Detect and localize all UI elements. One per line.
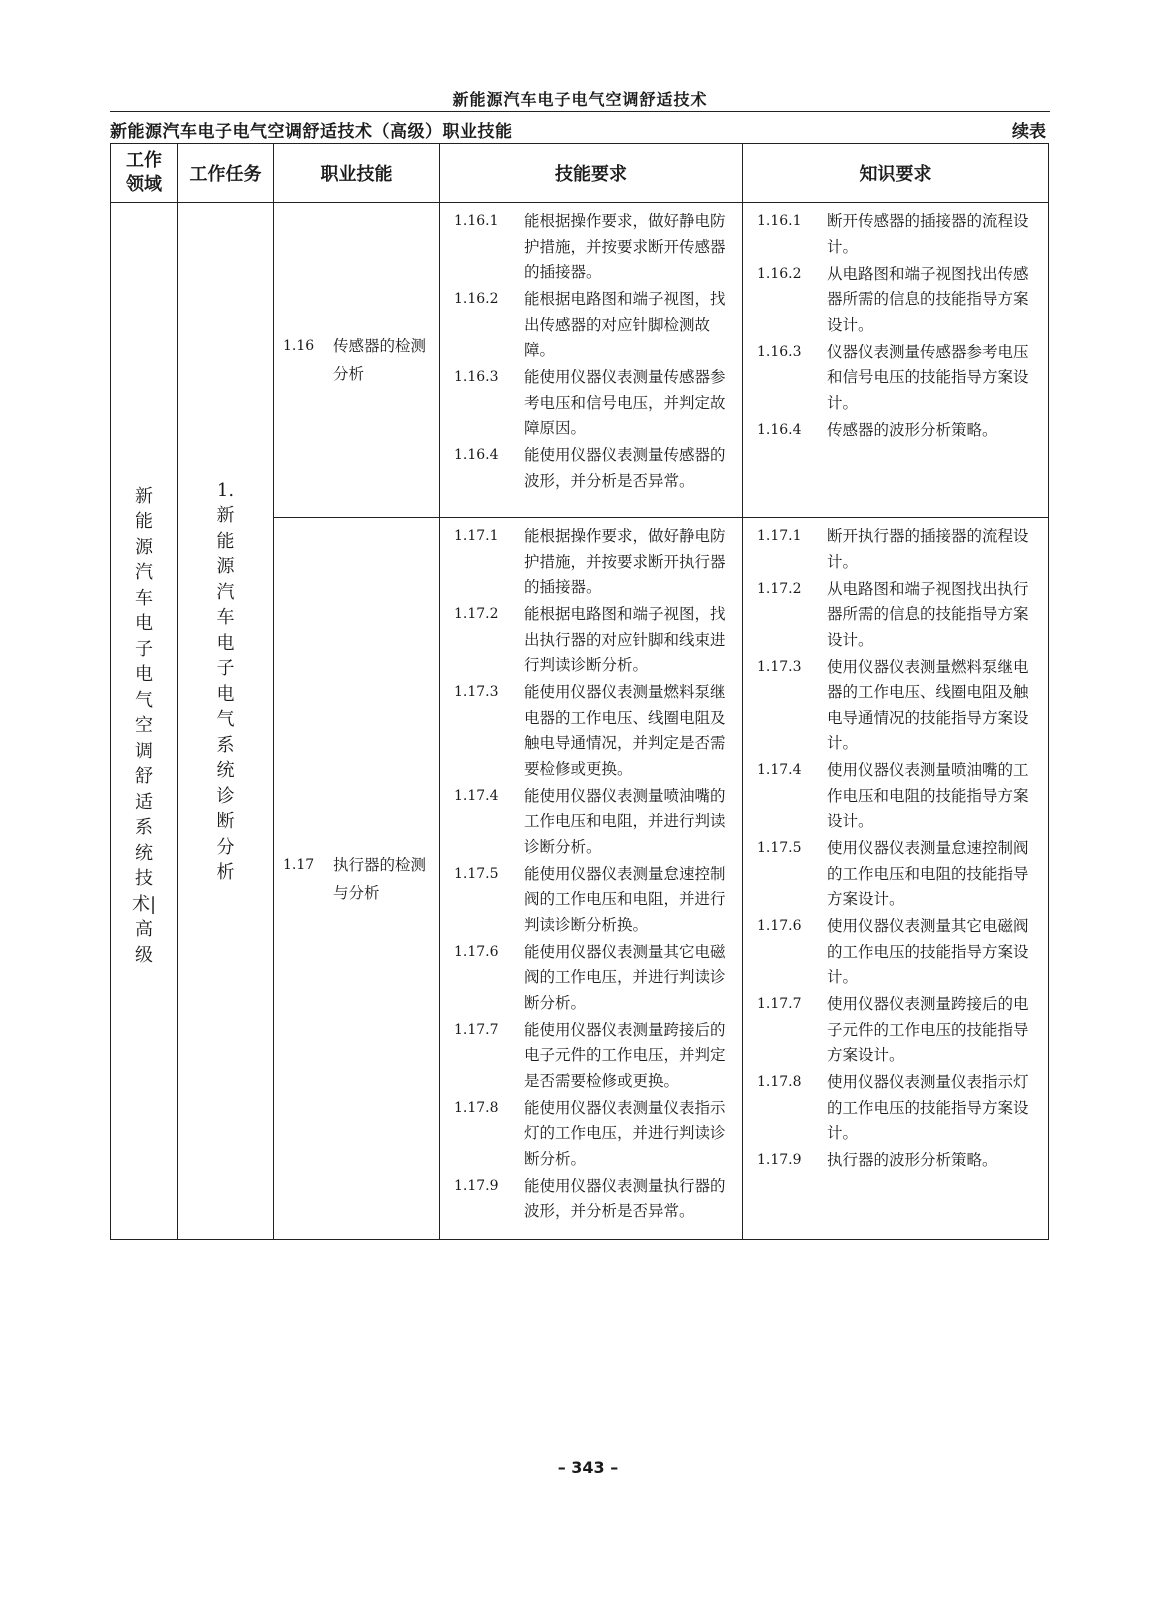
work-domain-text: 新能源汽车电子电气空调舒适系统技术|高级 <box>131 485 157 966</box>
column-header: 技能要求 <box>440 144 743 203</box>
requirement-text: 从电路图和端子视图找出传感器所需的信息的技能指导方案设计。 <box>827 264 1029 334</box>
knowledge-requirements-cell <box>743 518 1049 1240</box>
skill-requirements-cell <box>440 518 743 1240</box>
requirement-entry <box>743 262 1042 339</box>
skill-code: 1.16 <box>283 338 315 354</box>
running-header: 新能源汽车电子电气空调舒适技术 <box>452 90 708 109</box>
requirement-text: 断开传感器的插接器的流程设计。 <box>827 212 1029 256</box>
requirement-code: 1.17.5 <box>454 865 499 882</box>
work-task-number: 1. <box>216 480 235 502</box>
requirement-code: 1.16.3 <box>757 343 802 360</box>
requirement-code: 1.16.4 <box>757 421 802 438</box>
requirement-entry <box>743 655 1042 757</box>
requirement-text: 传感器的波形分析策略。 <box>827 420 998 439</box>
requirement-entry <box>743 577 1042 654</box>
requirement-entry <box>440 287 736 364</box>
skill-requirements-cell <box>440 203 743 518</box>
requirement-text: 能使用仪器仪表测量怠速控制阀的工作电压和电阻，并进行判读诊断分析换。 <box>524 864 726 934</box>
requirement-code: 1.17.9 <box>454 1177 499 1194</box>
requirement-entry <box>440 1018 736 1095</box>
requirement-entry <box>440 862 736 939</box>
column-header: 工作任务 <box>178 144 274 203</box>
requirement-text: 能使用仪器仪表测量执行器的波形，并分析是否异常。 <box>524 1176 726 1220</box>
requirement-text: 能根据电路图和端子视图，找出执行器的对应针脚和线束进行判读诊断分析。 <box>524 605 726 674</box>
requirement-code: 1.16.1 <box>454 213 499 229</box>
requirement-text: 使用仪器仪表测量喷油嘴的工作电压和电阻的技能指导方案设计。 <box>827 761 1029 830</box>
continued-label: 续表 <box>1012 122 1046 142</box>
skill-name: 执行器的检测与分析 <box>333 855 427 902</box>
requirement-text: 仪器仪表测量传感器参考电压和信号电压的技能指导方案设计。 <box>827 342 1029 412</box>
requirement-entry <box>743 1070 1042 1147</box>
requirement-code: 1.17.6 <box>757 918 802 934</box>
requirement-text: 使用仪器仪表测量仪表指示灯的工作电压的技能指导方案设计。 <box>827 1073 1029 1142</box>
requirement-code: 1.16.2 <box>454 291 499 307</box>
requirement-code: 1.17.1 <box>454 528 499 544</box>
header-rule <box>110 111 1050 112</box>
requirement-text: 能使用仪器仪表测量喷油嘴的工作电压和电阻，并进行判读诊断分析。 <box>524 786 726 856</box>
requirement-entry <box>440 1096 736 1173</box>
requirement-entry <box>743 418 1042 444</box>
table-row <box>111 203 1049 518</box>
requirement-entry <box>440 784 736 861</box>
table-header-row <box>111 144 1049 203</box>
requirement-code: 1.17.2 <box>454 606 499 622</box>
requirement-entry <box>440 443 736 494</box>
requirement-text: 能根据操作要求，做好静电防护措施，并按要求断开执行器的插接器。 <box>524 527 726 596</box>
requirement-text: 使用仪器仪表测量怠速控制阀的工作电压和电阻的技能指导方案设计。 <box>827 839 1029 908</box>
requirement-code: 1.17.9 <box>757 1152 802 1168</box>
requirement-text: 能使用仪器仪表测量仪表指示灯的工作电压，并进行判读诊断分析。 <box>524 1098 726 1168</box>
page-number: – 343 – <box>557 1458 619 1477</box>
requirement-text: 使用仪器仪表测量其它电磁阀的工作电压的技能指导方案设计。 <box>827 917 1029 986</box>
requirement-text: 使用仪器仪表测量燃料泵继电器的工作电压、线圈电阻及触电导通情况的技能指导方案设计。 <box>827 657 1029 752</box>
requirement-text: 能根据电路图和端子视图，找出传感器的对应针脚检测故障。 <box>524 290 726 359</box>
requirement-entry <box>743 914 1042 991</box>
table-title: 新能源汽车电子电气空调舒适技术（高级）职业技能 <box>110 122 513 142</box>
requirement-code: 1.16.2 <box>757 265 802 282</box>
skill-cell <box>274 203 440 518</box>
requirement-entry <box>743 1148 1042 1174</box>
requirement-entry <box>440 602 736 679</box>
column-header: 工作领域 <box>111 144 178 203</box>
requirement-code: 1.17.6 <box>454 943 499 960</box>
requirement-code: 1.17.1 <box>757 528 802 544</box>
requirement-entry <box>440 940 736 1017</box>
requirement-entry <box>440 209 736 286</box>
requirement-entry <box>440 680 736 782</box>
requirement-text: 执行器的波形分析策略。 <box>827 1151 998 1169</box>
requirement-text: 使用仪器仪表测量跨接后的电子元件的工作电压的技能指导方案设计。 <box>827 995 1029 1064</box>
requirement-code: 1.17.8 <box>454 1099 499 1116</box>
requirement-text: 能使用仪器仪表测量传感器的波形，并分析是否异常。 <box>524 446 726 490</box>
requirement-code: 1.17.7 <box>454 1021 499 1038</box>
skill-code: 1.17 <box>283 856 315 873</box>
requirement-text: 从电路图和端子视图找出执行器所需的信息的技能指导方案设计。 <box>827 579 1029 649</box>
requirement-code: 1.17.8 <box>757 1074 802 1090</box>
skills-table <box>110 143 1049 1240</box>
work-task-title: 新能源汽车电子电气系统诊断分析 <box>216 505 235 884</box>
skill-cell <box>274 518 440 1240</box>
requirement-entry <box>743 524 1042 575</box>
requirement-code: 1.17.5 <box>757 840 802 856</box>
requirement-entry <box>743 758 1042 835</box>
requirement-text: 能使用仪器仪表测量跨接后的电子元件的工作电压，并判定是否需要检修或更换。 <box>524 1020 726 1090</box>
requirement-entry <box>440 365 736 442</box>
requirement-text: 断开执行器的插接器的流程设计。 <box>827 527 1029 571</box>
requirement-text: 能使用仪器仪表测量传感器参考电压和信号电压，并判定故障原因。 <box>524 368 726 437</box>
requirement-entry <box>440 1174 736 1225</box>
requirement-code: 1.16.1 <box>757 213 802 229</box>
requirement-text: 能根据操作要求，做好静电防护措施，并按要求断开传感器的插接器。 <box>524 212 726 281</box>
requirement-code: 1.17.7 <box>757 996 802 1012</box>
work-task-cell <box>178 203 274 1240</box>
requirement-code: 1.17.3 <box>757 658 802 675</box>
requirement-code: 1.16.4 <box>454 447 499 463</box>
requirement-code: 1.17.3 <box>454 684 499 700</box>
requirement-entry <box>440 524 736 601</box>
column-header: 职业技能 <box>274 144 440 203</box>
skill-name: 传感器的检测分析 <box>333 337 427 383</box>
work-domain-cell <box>111 203 178 1240</box>
requirement-text: 能使用仪器仪表测量其它电磁阀的工作电压，并进行判读诊断分析。 <box>524 942 726 1012</box>
column-header: 知识要求 <box>743 144 1049 203</box>
requirement-entry <box>743 209 1042 260</box>
requirement-entry <box>743 992 1042 1069</box>
requirement-code: 1.17.4 <box>757 762 802 778</box>
requirement-entry <box>743 836 1042 913</box>
requirement-code: 1.17.4 <box>454 787 499 804</box>
requirement-text: 能使用仪器仪表测量燃料泵继电器的工作电压、线圈电阻及触电导通情况，并判定是否需要检修或更换。 <box>524 683 726 778</box>
requirement-entry <box>743 340 1042 417</box>
requirement-code: 1.17.2 <box>757 580 802 597</box>
requirement-code: 1.16.3 <box>454 369 499 385</box>
knowledge-requirements-cell <box>743 203 1049 518</box>
